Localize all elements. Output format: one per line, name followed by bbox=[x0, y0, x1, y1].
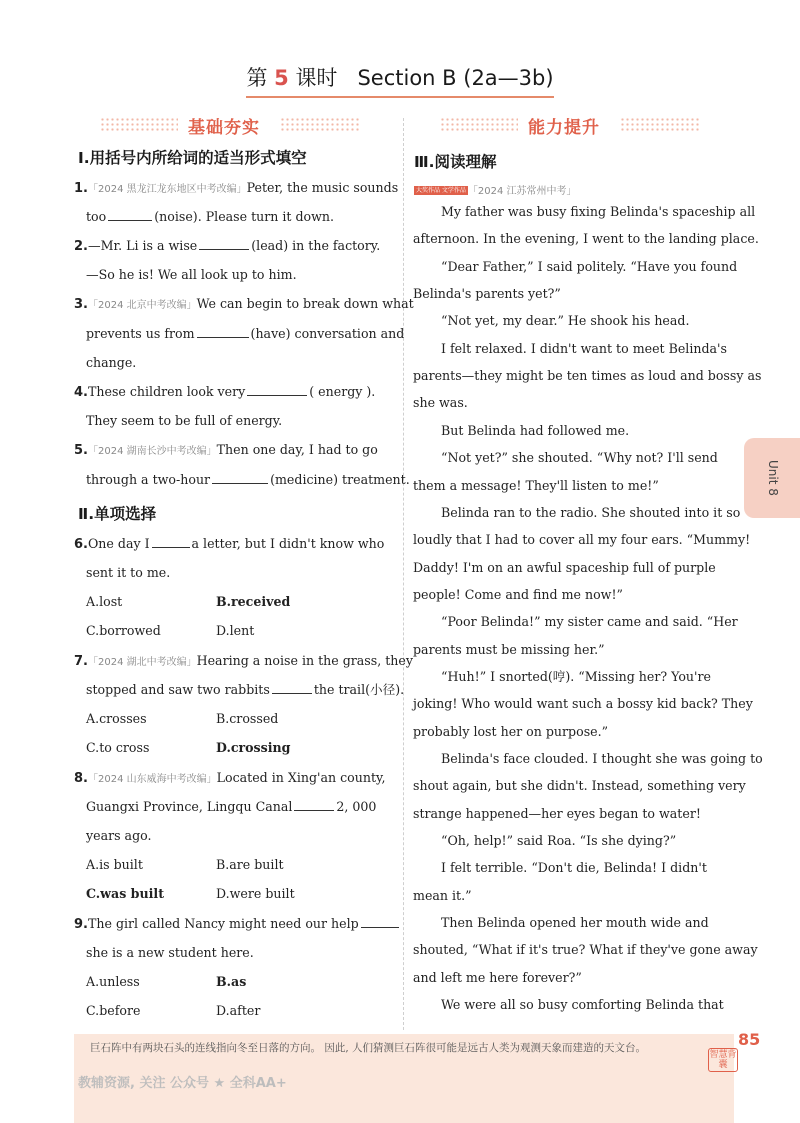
passage-line: shout again, but she didn't. Instead, something very bbox=[413, 778, 746, 794]
q-text: The girl called Nancy might need our help bbox=[87, 916, 359, 931]
banner-dots bbox=[620, 117, 700, 133]
q8-line1 bbox=[74, 770, 385, 788]
q-text: (medicine) treatment. bbox=[270, 472, 410, 487]
source-tag: 「2024 北京中考改编」 bbox=[87, 300, 197, 311]
source-tag: 「2024 湖南长沙中考改编」 bbox=[87, 446, 217, 457]
passage-line: them a message! They'll listen to me!” bbox=[413, 477, 659, 493]
q-number: 4. bbox=[74, 385, 88, 400]
q-text: Then one day, I had to go bbox=[216, 442, 378, 457]
q7-line2 bbox=[86, 682, 404, 698]
q-text: Peter, the music sounds bbox=[246, 180, 399, 195]
q-text: (lead) in the factory. bbox=[251, 238, 381, 253]
q1-line2 bbox=[86, 209, 334, 225]
answer-blank[interactable] bbox=[247, 384, 307, 396]
passage-line: mean it.” bbox=[413, 887, 472, 903]
right-banner-text: 能力提升 bbox=[528, 118, 600, 138]
left-banner bbox=[100, 113, 400, 137]
passage-line: Belinda's parents yet?” bbox=[413, 286, 561, 302]
passage-line: We were all so busy comforting Belinda that bbox=[441, 997, 724, 1013]
passage-line: and left me here forever?” bbox=[413, 969, 582, 985]
q5-line1 bbox=[74, 442, 378, 460]
unit-tab-label: Unit 8 bbox=[766, 460, 780, 496]
passage-line: “Not yet, my dear.” He shook his head. bbox=[441, 313, 690, 329]
passage-line: people! Come and find me now!” bbox=[413, 586, 623, 602]
q7-line1 bbox=[74, 653, 413, 671]
answer-blank[interactable] bbox=[197, 326, 249, 338]
option-b[interactable]: B.are built bbox=[216, 857, 284, 872]
option-c[interactable]: C.to cross bbox=[86, 740, 150, 755]
q6-line1 bbox=[74, 536, 384, 553]
q-number: 9. bbox=[74, 917, 88, 932]
passage-line: strange happened—her eyes began to water! bbox=[413, 805, 701, 821]
q1-line1 bbox=[74, 180, 398, 198]
q9-line1 bbox=[74, 916, 401, 933]
page-number: 85 bbox=[738, 1030, 761, 1049]
lesson-prefix: 第 bbox=[246, 66, 268, 90]
passage-line: Daddy! I'm on an awful spaceship full of purple bbox=[413, 559, 716, 575]
option-a[interactable]: A.lost bbox=[86, 594, 123, 609]
answer-blank[interactable] bbox=[361, 916, 399, 928]
passage-line: I felt terrible. “Don't die, Belinda! I didn't bbox=[441, 860, 707, 876]
q4-line2: They seem to be full of energy. bbox=[86, 413, 283, 428]
answer-blank[interactable] bbox=[294, 799, 334, 811]
page-title bbox=[0, 62, 800, 92]
answer-blank[interactable] bbox=[108, 209, 152, 221]
q-number: 3. bbox=[74, 297, 88, 312]
option-a[interactable]: A.is built bbox=[86, 857, 143, 872]
passage-line: she was. bbox=[413, 395, 468, 411]
passage-line: “Poor Belinda!” my sister came and said. “Her bbox=[441, 614, 738, 630]
award-badge: 大奖作品 文学作品 bbox=[416, 187, 466, 194]
part2-heading: Ⅱ.单项选择 bbox=[78, 505, 157, 523]
q-text: the trail(小径). bbox=[313, 682, 405, 697]
wisdom-badge: 智慧背囊 bbox=[709, 1050, 737, 1070]
q-number: 2. bbox=[74, 239, 88, 254]
option-b[interactable]: B.crossed bbox=[216, 711, 279, 726]
q-text: Guangxi Province, Lingqu Canal bbox=[86, 799, 293, 814]
q-text: Hearing a noise in the grass, they bbox=[196, 653, 413, 668]
q3-line1 bbox=[74, 296, 414, 314]
banner-dots bbox=[440, 117, 518, 133]
q-text: (noise). Please turn it down. bbox=[154, 209, 335, 224]
option-c[interactable]: C.was built bbox=[86, 886, 165, 901]
answer-blank[interactable] bbox=[152, 536, 190, 548]
option-d[interactable]: D.lent bbox=[216, 623, 255, 638]
q2-line1 bbox=[74, 238, 380, 255]
q-text: through a two-hour bbox=[86, 472, 211, 487]
passage-line: joking! Who would want such a bossy kid back? They bbox=[413, 696, 753, 712]
passage-line: “Not yet?” she shouted. “Why not? I'll send bbox=[441, 450, 718, 466]
q-number: 7. bbox=[74, 654, 88, 669]
q-text: a letter, but I didn't know who bbox=[191, 536, 385, 551]
passage-line: parents must be missing her.” bbox=[413, 641, 605, 657]
passage-line: probably lost her on purpose.” bbox=[413, 723, 609, 739]
option-b[interactable]: B.received bbox=[216, 594, 291, 609]
left-banner-text: 基础夯实 bbox=[188, 118, 260, 138]
q9-line2: she is a new student here. bbox=[86, 945, 254, 960]
part3-heading: Ⅲ.阅读理解 bbox=[414, 153, 497, 171]
source-tag: 「2024 江苏常州中考」 bbox=[467, 186, 577, 197]
passage-line: parents—they might be ten times as loud and bossy as bbox=[413, 368, 762, 384]
q6-line2: sent it to me. bbox=[86, 565, 171, 580]
passage-line: “Huh!” I snorted(哼). “Missing her? You're bbox=[441, 668, 711, 684]
answer-blank[interactable] bbox=[272, 682, 312, 694]
q-text: One day I bbox=[87, 536, 150, 551]
banner-dots bbox=[280, 117, 360, 133]
right-banner bbox=[440, 113, 740, 137]
watermark: 教辅资源, 关注 公众号 ★ 全科AA+ bbox=[78, 1076, 287, 1091]
source-tag: 「2024 湖北中考改编」 bbox=[87, 657, 197, 668]
lesson-suffix: 课时 bbox=[295, 66, 338, 90]
passage-line: I felt relaxed. I didn't want to meet Belinda's bbox=[441, 340, 727, 356]
q-number: 5. bbox=[74, 443, 88, 458]
q5-line2 bbox=[86, 472, 410, 488]
passage-line: Belinda ran to the radio. She shouted into it so bbox=[441, 504, 741, 520]
unit-tab[interactable] bbox=[744, 438, 800, 518]
banner-dots bbox=[100, 117, 178, 133]
q3-line3: change. bbox=[86, 355, 137, 370]
passage-line: loudly that I had to cover all my four ears. “Mummy! bbox=[413, 532, 751, 548]
passage-line: But Belinda had followed me. bbox=[441, 422, 630, 438]
source-tag: 「2024 黑龙江龙东地区中考改编」 bbox=[87, 184, 247, 195]
q-text: These children look very bbox=[87, 384, 246, 399]
passage-line: Then Belinda opened her mouth wide and bbox=[441, 915, 709, 931]
part1-heading: Ⅰ.用括号内所给词的适当形式填空 bbox=[78, 149, 307, 167]
q-text: We can begin to break down what bbox=[196, 296, 414, 311]
q2-line2: —So he is! We all look up to him. bbox=[86, 267, 297, 282]
passage-line: Belinda's face clouded. I thought she was going to bbox=[441, 751, 763, 766]
option-d[interactable]: D.crossing bbox=[216, 740, 291, 755]
q-text: —Mr. Li is a wise bbox=[87, 238, 198, 253]
q-text: stopped and saw two rabbits bbox=[86, 682, 270, 697]
q8-line3: years ago. bbox=[86, 828, 152, 843]
passage-line: shouted, “What if it's true? What if they've gone away bbox=[413, 942, 758, 958]
q-text: too bbox=[86, 209, 107, 224]
q-number: 8. bbox=[74, 771, 88, 786]
option-b[interactable]: B.as bbox=[216, 974, 247, 989]
q4-line1 bbox=[74, 384, 375, 401]
option-c[interactable]: C.borrowed bbox=[86, 623, 161, 638]
q-text: 2, 000 bbox=[336, 799, 377, 814]
option-a[interactable]: A.unless bbox=[86, 974, 140, 989]
passage-line: afternoon. In the evening, I went to the landing place. bbox=[413, 231, 759, 247]
footer-note: 巨石阵中有两块石头的连线指向冬至日落的方向。 因此, 人们猜测巨石阵很可能是远古人类为观测天象而建造的天文台。 bbox=[90, 1042, 647, 1054]
q-text: (have) conversation and bbox=[250, 326, 405, 341]
passage-source bbox=[414, 182, 577, 200]
q3-line2 bbox=[86, 326, 404, 342]
answer-blank[interactable] bbox=[212, 472, 268, 484]
q-text: ( energy ). bbox=[309, 384, 376, 399]
q-number: 6. bbox=[74, 537, 88, 552]
answer-blank[interactable] bbox=[199, 238, 249, 250]
q-number: 1. bbox=[74, 181, 88, 196]
option-c[interactable]: C.before bbox=[86, 1003, 141, 1018]
passage-line: My father was busy fixing Belinda's spaceship all bbox=[441, 204, 756, 219]
passage-line: “Oh, help!” said Roa. “Is she dying?” bbox=[441, 833, 677, 849]
option-a[interactable]: A.crosses bbox=[86, 711, 147, 726]
source-tag: 「2024 山东威海中考改编」 bbox=[87, 774, 217, 785]
q-text: prevents us from bbox=[86, 326, 195, 341]
q8-line2 bbox=[86, 799, 376, 815]
lesson-number: 5 bbox=[274, 66, 289, 90]
section-name: Section B (2a—3b) bbox=[357, 66, 554, 90]
q-text: Located in Xing'an county, bbox=[216, 770, 386, 785]
passage-line: “Dear Father,” I said politely. “Have you found bbox=[441, 258, 738, 274]
column-divider bbox=[403, 118, 404, 1030]
title-underline bbox=[246, 96, 553, 98]
option-d[interactable]: D.were built bbox=[216, 886, 295, 901]
option-d[interactable]: D.after bbox=[216, 1003, 261, 1018]
